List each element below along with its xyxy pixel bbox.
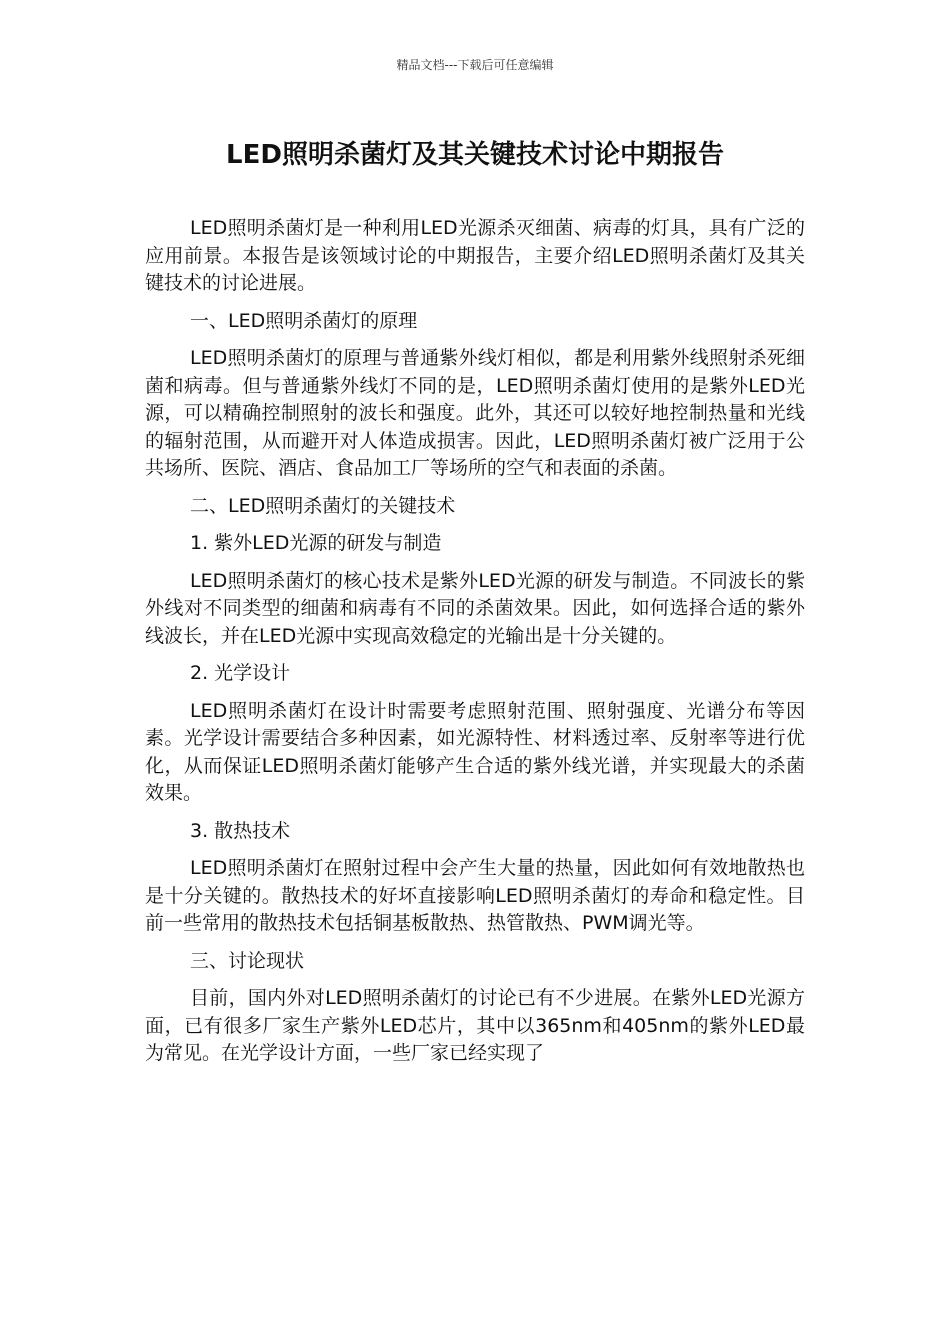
section-heading-key-tech: 二、LED照明杀菌灯的关键技术 — [190, 494, 456, 517]
status-paragraph: 目前，国内外对LED照明杀菌灯的讨论已有不少进展。在紫外LED光源方面，已有很多厂家生产紫外LED芯片，其中以365nm和405nm的紫外LED最为常见。在光学设计方面，一些厂家已经实现了 — [145, 987, 805, 1064]
uv-led-source-paragraph: LED照明杀菌灯的核心技术是紫外LED光源的研发与制造。不同波长的紫外线对不同类型的细菌和病毒有不同的杀菌效果。因此，如何选择合适的紫外线波长，并在LED光源中实现高效稳定的光输出是十分关键的。 — [145, 569, 805, 647]
page-header-watermark: 精品文档---下载后可任意编辑 — [396, 58, 554, 72]
document-title: LED照明杀菌灯及其关键技术讨论中期报告 — [226, 140, 724, 170]
optical-design-paragraph: LED照明杀菌灯在设计时需要考虑照射范围、照射强度、光谱分布等因素。光学设计需要结合多种因素，如光源特性、材料透过率、反射率等进行优化，从而保证LED照明杀菌灯能够产生合适的紫外线光谱，并实现最大的杀菌效果。 — [145, 699, 805, 804]
subheading-optical-design: 2. 光学设计 — [190, 662, 291, 684]
intro-paragraph: LED照明杀菌灯是一种利用LED光源杀灭细菌、病毒的灯具，具有广泛的应用前景。本报告是该领域讨论的中期报告，主要介绍LED照明杀菌灯及其关键技术的讨论进展。 — [145, 217, 805, 294]
subheading-uv-led-source: 1. 紫外LED光源的研发与制造 — [190, 532, 442, 554]
section-heading-status: 三、讨论现状 — [190, 949, 305, 972]
heat-dissipation-paragraph: LED照明杀菌灯在照射过程中会产生大量的热量，因此如何有效地散热也是十分关键的。散热技术的好坏直接影响LED照明杀菌灯的寿命和稳定性。目前一些常用的散热技术包括铜基板散热、热管散热、PWM调光等。 — [145, 857, 805, 934]
principle-paragraph: LED照明杀菌灯的原理与普通紫外线灯相似，都是利用紫外线照射杀死细菌和病毒。但与普通紫外线灯不同的是，LED照明杀菌灯使用的是紫外LED光源，可以精确控制照射的波长和强度。此外，其还可以较好地控制热量和光线的辐射范围，从而避开对人体造成损害。因此，LED照明杀菌灯被广泛用于公共场所、医院、酒店、食品加工厂等场所的空气和表面的杀菌。 — [145, 347, 805, 479]
subheading-heat-dissipation: 3. 散热技术 — [190, 819, 291, 842]
section-heading-principle: 一、LED照明杀菌灯的原理 — [190, 309, 418, 332]
document-body — [145, 215, 805, 1078]
